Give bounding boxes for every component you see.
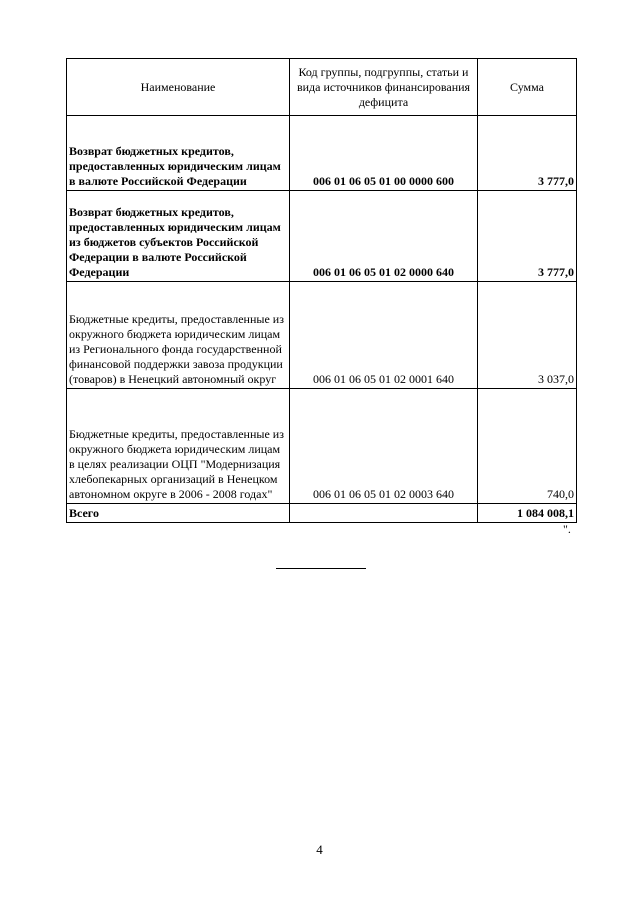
- total-label: Всего: [67, 504, 290, 523]
- row-code: 006 01 06 05 01 02 0000 640: [290, 191, 478, 282]
- section-divider: [276, 568, 366, 569]
- table-row: [67, 116, 577, 191]
- row-sum: 3 777,0: [478, 191, 577, 282]
- row-code: 006 01 06 05 01 00 0000 600: [290, 116, 478, 191]
- financing-sources-table: [66, 58, 577, 523]
- row-sum: 3 037,0: [478, 282, 577, 389]
- row-sum: 3 777,0: [478, 116, 577, 191]
- row-name: Бюджетные кредиты, предоставленные из окружного бюджета юридическим лицам в целях реализации ОЦП "Модернизация хлебопекарных организаций в Ненецком автономном округе в 2006 - 2008 годах": [67, 389, 290, 504]
- row-name: Возврат бюджетных кредитов, предоставленных юридическим лицам из бюджетов субъектов Российской Федерации в валюте Российской Федерации: [67, 191, 290, 282]
- total-code: [290, 504, 478, 523]
- total-row: [67, 504, 577, 523]
- header-code: Код группы, подгруппы, статьи и вида источников финансирования дефицита: [290, 59, 478, 116]
- closing-quote: ".: [563, 522, 571, 536]
- header-name: Наименование: [67, 59, 290, 116]
- row-name: Возврат бюджетных кредитов, предоставленных юридическим лицам в валюте Российской Федерации: [67, 116, 290, 191]
- header-sum: Сумма: [478, 59, 577, 116]
- page-number: 4: [316, 842, 323, 857]
- table-row: [67, 191, 577, 282]
- row-sum: 740,0: [478, 389, 577, 504]
- table-header-row: [67, 59, 577, 116]
- table-row: [67, 282, 577, 389]
- row-code: 006 01 06 05 01 02 0003 640: [290, 389, 478, 504]
- total-sum: 1 084 008,1: [478, 504, 577, 523]
- row-code: 006 01 06 05 01 02 0001 640: [290, 282, 478, 389]
- table-row: [67, 389, 577, 504]
- row-name: Бюджетные кредиты, предоставленные из окружного бюджета юридическим лицам из Регионального фонда государственной финансовой поддержки завоза продукции (товаров) в Ненецкий автономный округ: [67, 282, 290, 389]
